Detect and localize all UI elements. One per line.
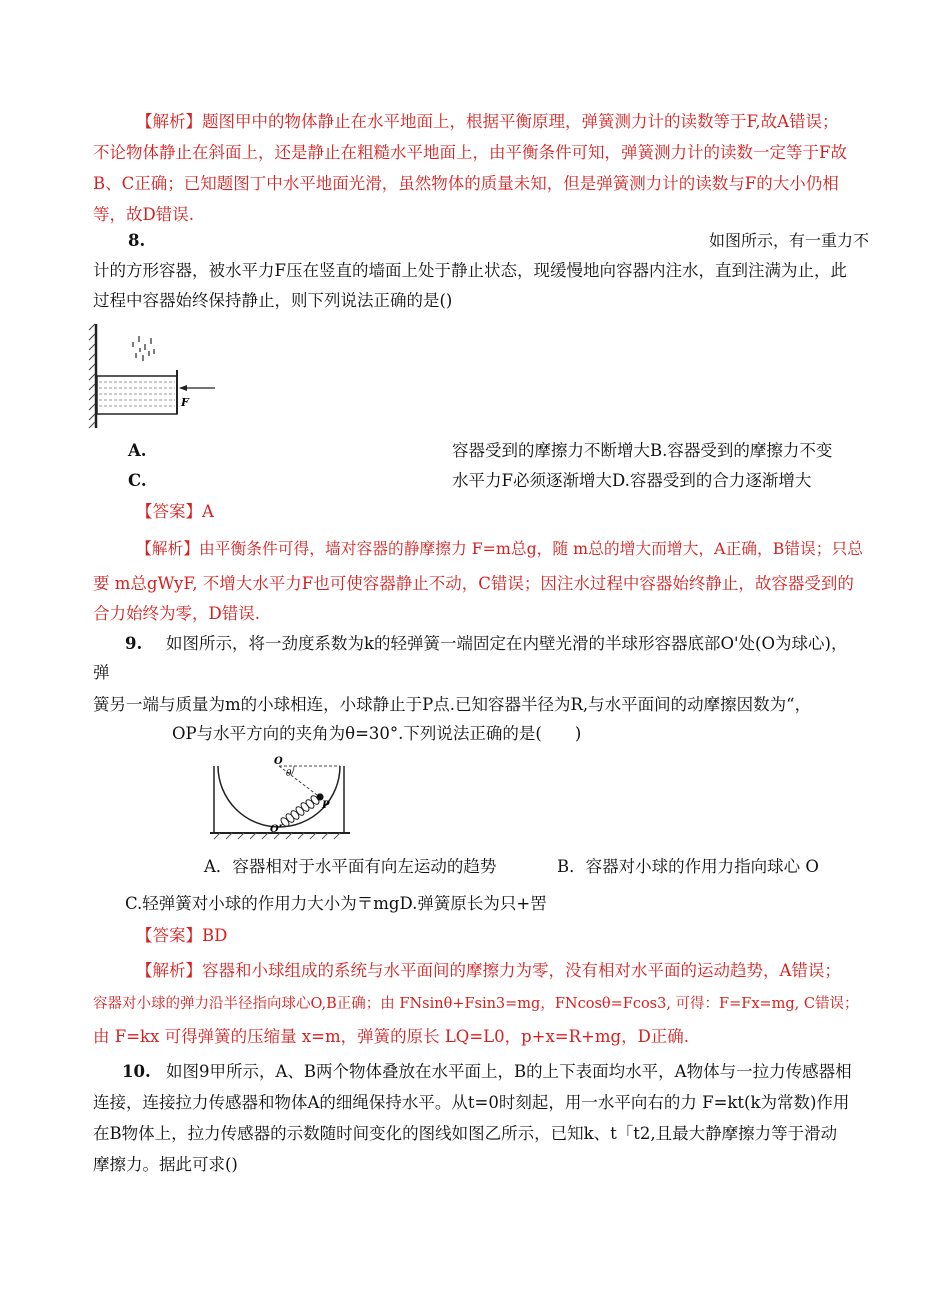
q9-analysis-line2: 容器对小球的弹力沿半径指向球心O,B正确；由 FNsinθ+Fsin3=mg，FNcosθ=Fcos3, 可得：F=Fx=mg, C错误； bbox=[93, 996, 859, 1012]
q9-analysis-line1: 【解析】容器和小球组成的系统与水平面间的摩擦力为零，没有相对水平面的运动趋势，A错误； bbox=[136, 961, 841, 980]
q10-stem-line4: 摩擦力。据此可求() bbox=[93, 1155, 238, 1174]
q9-figure-o-prime-label: O' bbox=[270, 824, 282, 835]
q8-answer: 【答案】A bbox=[136, 502, 214, 521]
q8-stem-head: 如图所示，有一重力不 bbox=[709, 231, 870, 250]
q10-stem-line1: 如图9甲所示，A、B两个物体叠放在水平面上，B的上下表面均水平，A物体与一拉力传感器相 bbox=[166, 1062, 852, 1081]
q10-stem-line3: 在B物体上，拉力传感器的示数随时间变化的图线如图乙所示，已知k、t「t2,且最大静摩擦力等于滑动 bbox=[93, 1124, 838, 1143]
q10-stem-line2: 连接，连接拉力传感器和物体A的细绳保持水平。从t=0时刻起，用一水平向右的力 F=kt(k为常数)作用 bbox=[93, 1093, 850, 1112]
q8-stem-line3: 过程中容器始终保持静止，则下列说法正确的是() bbox=[93, 291, 453, 310]
q9-option-cd: C.轻弹簧对小球的作用力大小为〒mgD.弹簧原长为只+罟 bbox=[125, 894, 547, 913]
q9-stem-line2: 簧另一端与质量为m的小球相连，小球静止于P点.已知容器半径为R,与水平面间的动摩擦因数为“， bbox=[93, 695, 812, 714]
q9-figure-o-label: O bbox=[274, 756, 283, 767]
p7-analysis-line4: 等，故D错误. bbox=[93, 205, 194, 224]
p7-analysis-line3: B、C正确；已知题图丁中水平地面光滑，虽然物体的质量未知，但是弹簧测力计的读数与F的大小仍相 bbox=[93, 174, 839, 193]
q9-option-b: B．容器对小球的作用力指向球心 O bbox=[557, 857, 819, 876]
q9-stem-line1-tail: 弹 bbox=[93, 663, 110, 682]
q8-analysis-line2: 要 m总gWyF, 不增大水平力F也可使容器静止不动，C错误；因注水过程中容器始终静止，故容器受到的 bbox=[93, 574, 854, 593]
p7-analysis-line2: 不论物体静止在斜面上，还是静止在粗糙水平地面上，由平衡条件可知，弹簧测力计的读数一定等于F故 bbox=[93, 143, 847, 162]
q8-stem-line2: 计的方形容器，被水平力F压在竖直的墙面上处于静止状态，现缓慢地向容器内注水，直到注满为止，此 bbox=[93, 261, 847, 280]
q8-option-c-letter: C. bbox=[128, 471, 147, 490]
q8-figure-force-label: F bbox=[181, 396, 189, 409]
q9-stem-line3: OP与水平方向的夹角为θ=30°.下列说法正确的是( ) bbox=[172, 724, 582, 743]
q8-number: 8. bbox=[128, 231, 146, 250]
q8-option-cd: 水平力F必须逐渐增大D.容器受到的合力逐渐增大 bbox=[452, 471, 812, 490]
q9-figure-p-label: P bbox=[322, 800, 330, 811]
q9-figure bbox=[208, 752, 353, 840]
q8-option-a-letter: A. bbox=[128, 441, 147, 460]
q9-option-a: A．容器相对于水平面有向左运动的趋势 bbox=[204, 857, 497, 876]
q8-figure bbox=[88, 320, 223, 432]
q9-figure-theta-label: θ bbox=[286, 769, 292, 779]
q8-analysis-line3: 合力始终为零，D错误. bbox=[93, 604, 260, 623]
q9-analysis-line3: 由 F=kx 可得弹簧的压缩量 x=m，弹簧的原长 LQ=L0，p+x=R+mg，D正确. bbox=[93, 1027, 690, 1046]
q10-number: 10. bbox=[122, 1062, 151, 1081]
p7-analysis-line1: 【解析】题图甲中的物体静止在水平地面上，根据平衡原理，弹簧测力计的读数等于F,故A错误； bbox=[136, 112, 839, 131]
q9-number: 9. bbox=[125, 634, 143, 653]
q8-analysis-line1: 【解析】由平衡条件可得，墙对容器的静摩擦力 F=m总g，随 m总的增大而增大，A正确，B错误；只总 bbox=[136, 539, 864, 558]
q9-answer: 【答案】BD bbox=[136, 926, 228, 945]
q8-option-ab: 容器受到的摩擦力不断增大B.容器受到的摩擦力不变 bbox=[452, 441, 833, 460]
q9-stem-line1: 如图所示，将一劲度系数为k的轻弹簧一端固定在内壁光滑的半球形容器底部O'处(O为球心)， bbox=[166, 634, 848, 653]
